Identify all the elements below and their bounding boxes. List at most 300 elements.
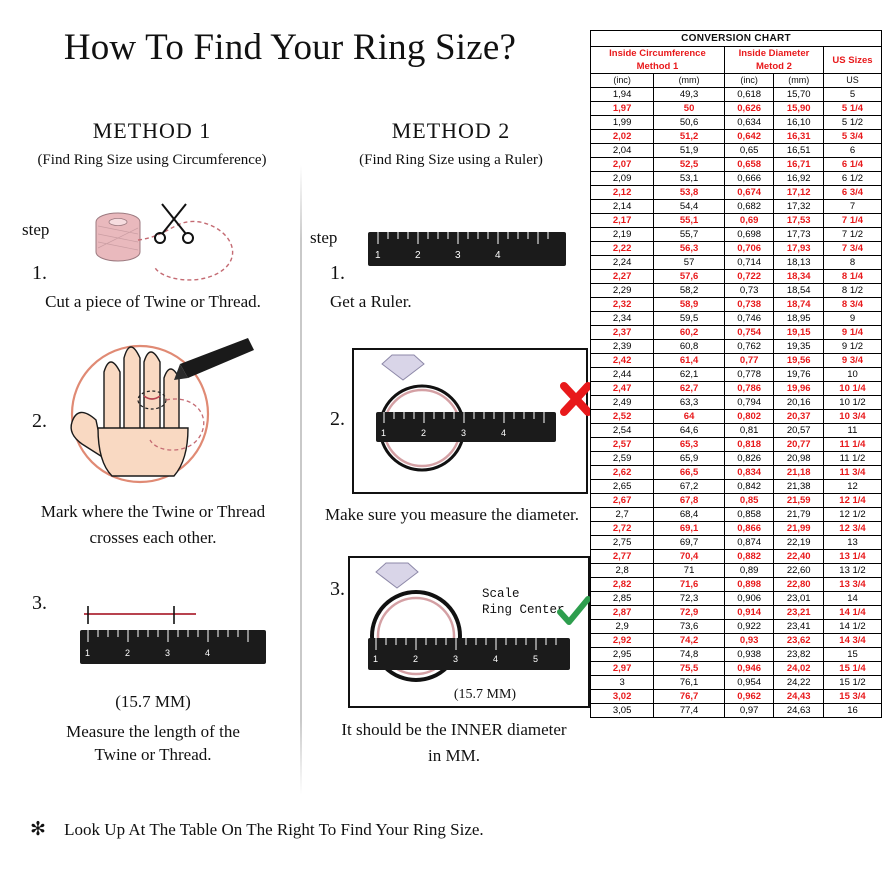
table-cell: 21,18 (774, 466, 824, 480)
svg-text:4: 4 (501, 428, 507, 438)
table-cell: 62,7 (654, 382, 725, 396)
table-cell: 0,794 (724, 396, 774, 410)
table-cell: 16,92 (774, 172, 824, 186)
method-1-column (6, 118, 298, 169)
table-cell: 6 (823, 144, 881, 158)
hand-with-thread-illustration (62, 336, 292, 486)
footnote (30, 818, 590, 841)
table-cell: 0,834 (724, 466, 774, 480)
table-cell: 2,29 (591, 284, 654, 298)
ruler-illustration (368, 228, 568, 272)
table-row (591, 270, 882, 284)
svg-text:3: 3 (165, 648, 171, 658)
table-cell: 50,6 (654, 116, 725, 130)
table-cell: 18,54 (774, 284, 824, 298)
method-2-step-3-number: 3. (330, 578, 345, 600)
table-cell: 24,22 (774, 676, 824, 690)
table-cell: 2,8 (591, 564, 654, 578)
table-cell: 12 1/4 (823, 494, 881, 508)
table-cell: 6 3/4 (823, 186, 881, 200)
table-cell: 0,778 (724, 368, 774, 382)
table-cell: 50 (654, 102, 725, 116)
table-row (591, 606, 882, 620)
group-header-circumference (591, 47, 725, 74)
table-cell: 2,37 (591, 326, 654, 340)
group-0-line1: Inside Circumference (609, 48, 706, 59)
method-2-column (312, 118, 590, 169)
method-1-step-1-caption: Cut a piece of Twine or Thread. (45, 292, 261, 311)
table-cell: 21,79 (774, 508, 824, 522)
table-cell: 2,27 (591, 270, 654, 284)
table-cell: 0,626 (724, 102, 774, 116)
table-cell: 23,82 (774, 648, 824, 662)
table-cell: 2,07 (591, 158, 654, 172)
table-cell: 64 (654, 410, 725, 424)
asterisk-icon: ✻ (30, 819, 46, 840)
conversion-table (590, 30, 882, 718)
table-cell: 0,858 (724, 508, 774, 522)
svg-text:1: 1 (373, 654, 379, 664)
table-row (591, 172, 882, 186)
table-cell: 14 1/2 (823, 620, 881, 634)
table-cell: 0,706 (724, 242, 774, 256)
table-cell: 0,77 (724, 354, 774, 368)
table-cell: 20,37 (774, 410, 824, 424)
table-cell: 15 1/2 (823, 676, 881, 690)
table-cell: 0,738 (724, 298, 774, 312)
table-cell: 23,21 (774, 606, 824, 620)
table-row (591, 522, 882, 536)
table-cell: 2,57 (591, 438, 654, 452)
scale-ring-center-label (482, 586, 565, 618)
table-cell: 2,85 (591, 592, 654, 606)
table-cell: 2,7 (591, 508, 654, 522)
table-cell: 2,09 (591, 172, 654, 186)
table-cell: 16,71 (774, 158, 824, 172)
footnote-text: Look Up At The Table On The Right To Find Your Ring Size. (64, 820, 484, 839)
table-cell: 24,02 (774, 662, 824, 676)
table-cell: 0,842 (724, 480, 774, 494)
table-cell: 14 1/4 (823, 606, 881, 620)
table-cell: 17,12 (774, 186, 824, 200)
table-row (591, 494, 882, 508)
table-cell: 19,35 (774, 340, 824, 354)
table-row (591, 410, 882, 424)
table-cell: 60,2 (654, 326, 725, 340)
table-row (591, 466, 882, 480)
svg-text:3: 3 (453, 654, 459, 664)
table-cell: 51,2 (654, 130, 725, 144)
table-row (591, 88, 882, 102)
table-cell: 11 1/2 (823, 452, 881, 466)
table-cell: 13 1/2 (823, 564, 881, 578)
table-cell: 22,19 (774, 536, 824, 550)
method-2-step-3-caption-line1: It should be the INNER diameter (341, 720, 567, 739)
table-cell: 54,4 (654, 200, 725, 214)
method-1-step-1-number: 1. (32, 262, 47, 284)
table-cell: 2,24 (591, 256, 654, 270)
table-cell: 15 (823, 648, 881, 662)
table-cell: 0,746 (724, 312, 774, 326)
table-cell: 0,634 (724, 116, 774, 130)
table-cell: 0,802 (724, 410, 774, 424)
method-2-step-label: step (310, 228, 338, 247)
table-cell: 56,3 (654, 242, 725, 256)
table-row (591, 508, 882, 522)
table-cell: 5 1/2 (823, 116, 881, 130)
svg-text:3: 3 (461, 428, 467, 438)
table-cell: 8 3/4 (823, 298, 881, 312)
table-cell: 2,72 (591, 522, 654, 536)
table-cell: 0,874 (724, 536, 774, 550)
table-cell: 3,05 (591, 704, 654, 718)
table-cell: 15,70 (774, 88, 824, 102)
group-header-diameter (724, 47, 823, 74)
table-cell: 70,4 (654, 550, 725, 564)
table-cell: 23,01 (774, 592, 824, 606)
table-cell: 0,674 (724, 186, 774, 200)
table-cell: 5 1/4 (823, 102, 881, 116)
table-cell: 73,6 (654, 620, 725, 634)
table-cell: 2,52 (591, 410, 654, 424)
table-cell: 22,60 (774, 564, 824, 578)
table-cell: 72,9 (654, 606, 725, 620)
table-cell: 76,7 (654, 690, 725, 704)
table-cell: 55,7 (654, 228, 725, 242)
table-cell: 2,04 (591, 144, 654, 158)
table-cell: 17,73 (774, 228, 824, 242)
method-1-step-3-number: 3. (32, 592, 47, 614)
table-cell: 0,642 (724, 130, 774, 144)
table-cell: 74,8 (654, 648, 725, 662)
table-cell: 2,19 (591, 228, 654, 242)
table-row (591, 438, 882, 452)
table-cell: 17,93 (774, 242, 824, 256)
table-cell: 67,2 (654, 480, 725, 494)
table-cell: 12 1/2 (823, 508, 881, 522)
unit-1: (mm) (654, 74, 725, 88)
table-cell: 19,96 (774, 382, 824, 396)
table-cell: 2,75 (591, 536, 654, 550)
svg-text:2: 2 (421, 428, 427, 438)
table-cell: 21,38 (774, 480, 824, 494)
method-2-step-1-caption: Get a Ruler. (330, 292, 412, 311)
table-row (591, 550, 882, 564)
table-cell: 0,682 (724, 200, 774, 214)
table-cell: 22,40 (774, 550, 824, 564)
table-cell: 76,1 (654, 676, 725, 690)
table-cell: 11 3/4 (823, 466, 881, 480)
svg-text:1: 1 (85, 648, 91, 658)
table-cell: 0,914 (724, 606, 774, 620)
table-title: CONVERSION CHART (591, 31, 882, 47)
svg-text:3: 3 (455, 250, 461, 261)
method-1-step-3-caption-line2: Twine or Thread. (94, 745, 212, 764)
table-cell: 2,77 (591, 550, 654, 564)
table-title-row (591, 31, 882, 47)
method-1-step-2-caption-line1: Mark where the Twine or Thread (40, 502, 266, 521)
table-cell: 20,77 (774, 438, 824, 452)
method-1-subheading: (Find Ring Size using Circumference) (37, 152, 267, 168)
table-row (591, 648, 882, 662)
method-2-step-1-number: 1. (330, 262, 345, 284)
table-cell: 61,4 (654, 354, 725, 368)
table-cell: 1,97 (591, 102, 654, 116)
table-cell: 68,4 (654, 508, 725, 522)
method-1-step-2-caption-line2: crosses each other. (89, 528, 217, 547)
table-row (591, 564, 882, 578)
table-cell: 20,98 (774, 452, 824, 466)
table-cell: 65,9 (654, 452, 725, 466)
table-cell: 7 1/4 (823, 214, 881, 228)
table-cell: 62,1 (654, 368, 725, 382)
green-check-icon (556, 596, 592, 630)
table-cell: 2,22 (591, 242, 654, 256)
table-cell: 58,2 (654, 284, 725, 298)
table-cell: 52,5 (654, 158, 725, 172)
table-cell: 5 (823, 88, 881, 102)
table-cell: 63,3 (654, 396, 725, 410)
table-cell: 14 (823, 592, 881, 606)
table-cell: 57 (654, 256, 725, 270)
unit-0: (inc) (591, 74, 654, 88)
table-cell: 18,74 (774, 298, 824, 312)
method-2-step-2-caption: Make sure you measure the diameter. (325, 505, 579, 524)
table-row (591, 382, 882, 396)
table-row (591, 396, 882, 410)
table-cell: 19,15 (774, 326, 824, 340)
table-cell: 7 3/4 (823, 242, 881, 256)
table-cell: 49,3 (654, 88, 725, 102)
table-row (591, 312, 882, 326)
table-row (591, 130, 882, 144)
table-cell: 77,4 (654, 704, 725, 718)
table-cell: 51,9 (654, 144, 725, 158)
table-cell: 2,92 (591, 634, 654, 648)
table-cell: 72,3 (654, 592, 725, 606)
table-cell: 9 1/2 (823, 340, 881, 354)
table-cell: 3 (591, 676, 654, 690)
group-header-us-sizes: US Sizes (823, 47, 881, 74)
svg-text:5: 5 (533, 654, 539, 664)
table-cell: 5 3/4 (823, 130, 881, 144)
table-cell: 1,94 (591, 88, 654, 102)
table-cell: 18,34 (774, 270, 824, 284)
table-cell: 13 3/4 (823, 578, 881, 592)
table-cell: 10 3/4 (823, 410, 881, 424)
table-row (591, 242, 882, 256)
table-cell: 2,39 (591, 340, 654, 354)
table-row (591, 158, 882, 172)
table-cell: 6 1/4 (823, 158, 881, 172)
group-0-line2: Method 1 (636, 61, 679, 72)
table-row (591, 592, 882, 606)
table-cell: 0,906 (724, 592, 774, 606)
table-cell: 1,99 (591, 116, 654, 130)
table-cell: 0,618 (724, 88, 774, 102)
table-row (591, 200, 882, 214)
table-cell: 2,14 (591, 200, 654, 214)
table-cell: 20,16 (774, 396, 824, 410)
table-cell: 9 3/4 (823, 354, 881, 368)
table-cell: 64,6 (654, 424, 725, 438)
svg-text:1: 1 (381, 428, 387, 438)
table-row (591, 368, 882, 382)
table-cell: 21,99 (774, 522, 824, 536)
table-cell: 22,80 (774, 578, 824, 592)
table-cell: 17,32 (774, 200, 824, 214)
table-cell: 0,818 (724, 438, 774, 452)
table-cell: 67,8 (654, 494, 725, 508)
unit-3: (mm) (774, 74, 824, 88)
table-cell: 14 3/4 (823, 634, 881, 648)
table-row (591, 186, 882, 200)
table-row (591, 102, 882, 116)
table-row (591, 340, 882, 354)
table-cell: 24,63 (774, 704, 824, 718)
table-cell: 18,13 (774, 256, 824, 270)
method-1-step-3-caption-line1: Measure the length of the (66, 722, 240, 741)
table-cell: 69,1 (654, 522, 725, 536)
table-cell: 58,9 (654, 298, 725, 312)
table-cell: 6 1/2 (823, 172, 881, 186)
method-1-heading: METHOD 1 (92, 118, 212, 143)
svg-text:2: 2 (125, 648, 131, 658)
table-cell: 20,57 (774, 424, 824, 438)
table-cell: 57,6 (654, 270, 725, 284)
table-cell: 2,34 (591, 312, 654, 326)
table-cell: 2,59 (591, 452, 654, 466)
table-row (591, 662, 882, 676)
table-cell: 66,5 (654, 466, 725, 480)
table-cell: 16,51 (774, 144, 824, 158)
method-1-step-label: step (22, 220, 50, 239)
table-cell: 2,44 (591, 368, 654, 382)
method-2-step-2-number: 2. (330, 408, 345, 430)
table-cell: 2,82 (591, 578, 654, 592)
table-cell: 0,866 (724, 522, 774, 536)
method-2-step-3-measurement: (15.7 MM) (453, 687, 517, 702)
method-1-step-3-measurement: (15.7 MM) (115, 692, 191, 711)
conversion-chart (590, 30, 882, 718)
table-cell: 23,41 (774, 620, 824, 634)
table-body (591, 88, 882, 718)
table-cell: 13 (823, 536, 881, 550)
table-cell: 0,826 (724, 452, 774, 466)
svg-text:2: 2 (415, 250, 421, 261)
table-cell: 9 (823, 312, 881, 326)
table-cell: 15 3/4 (823, 690, 881, 704)
table-cell: 21,59 (774, 494, 824, 508)
table-cell: 0,754 (724, 326, 774, 340)
table-row (591, 634, 882, 648)
svg-text:4: 4 (205, 648, 211, 658)
table-row (591, 620, 882, 634)
table-cell: 69,7 (654, 536, 725, 550)
table-row (591, 214, 882, 228)
table-cell: 19,76 (774, 368, 824, 382)
table-cell: 11 (823, 424, 881, 438)
table-cell: 0,882 (724, 550, 774, 564)
table-row (591, 256, 882, 270)
table-cell: 0,898 (724, 578, 774, 592)
scale-label-line-1: Scale (482, 587, 520, 601)
table-cell: 8 1/4 (823, 270, 881, 284)
table-cell: 53,1 (654, 172, 725, 186)
svg-text:1: 1 (375, 250, 381, 261)
table-cell: 9 1/4 (823, 326, 881, 340)
table-cell: 23,62 (774, 634, 824, 648)
table-row (591, 354, 882, 368)
unit-2: (inc) (724, 74, 774, 88)
table-cell: 15 1/4 (823, 662, 881, 676)
table-cell: 2,49 (591, 396, 654, 410)
table-cell: 12 3/4 (823, 522, 881, 536)
group-1-line1: Inside Diameter (738, 48, 810, 59)
table-cell: 13 1/4 (823, 550, 881, 564)
table-units-row (591, 74, 882, 88)
table-cell: 10 (823, 368, 881, 382)
method-1-step-2-number: 2. (32, 410, 47, 432)
table-cell: 55,1 (654, 214, 725, 228)
table-row (591, 480, 882, 494)
table-cell: 10 1/2 (823, 396, 881, 410)
table-cell: 12 (823, 480, 881, 494)
table-cell: 0,85 (724, 494, 774, 508)
table-cell: 0,922 (724, 620, 774, 634)
page-title: How To Find Your Ring Size? (63, 27, 517, 68)
table-cell: 16 (823, 704, 881, 718)
table-cell: 2,67 (591, 494, 654, 508)
table-row (591, 228, 882, 242)
table-cell: 7 1/2 (823, 228, 881, 242)
table-cell: 0,962 (724, 690, 774, 704)
table-cell: 0,666 (724, 172, 774, 186)
table-cell: 2,12 (591, 186, 654, 200)
vertical-divider (300, 165, 302, 795)
table-row (591, 144, 882, 158)
table-cell: 71,6 (654, 578, 725, 592)
table-cell: 0,69 (724, 214, 774, 228)
table-row (591, 676, 882, 690)
table-cell: 0,97 (724, 704, 774, 718)
table-cell: 8 1/2 (823, 284, 881, 298)
table-cell: 0,954 (724, 676, 774, 690)
table-cell: 60,8 (654, 340, 725, 354)
svg-text:4: 4 (493, 654, 499, 664)
table-cell: 0,938 (724, 648, 774, 662)
svg-text:4: 4 (495, 250, 501, 261)
table-cell: 2,02 (591, 130, 654, 144)
method-2-subheading: (Find Ring Size using a Ruler) (359, 152, 543, 168)
table-row (591, 326, 882, 340)
table-cell: 53,8 (654, 186, 725, 200)
table-cell: 0,698 (724, 228, 774, 242)
table-cell: 0,762 (724, 340, 774, 354)
table-row (591, 298, 882, 312)
table-header (591, 31, 882, 88)
table-cell: 0,722 (724, 270, 774, 284)
table-cell: 65,3 (654, 438, 725, 452)
svg-text:2: 2 (413, 654, 419, 664)
table-cell: 0,714 (724, 256, 774, 270)
table-cell: 2,17 (591, 214, 654, 228)
method-2-heading: METHOD 2 (391, 118, 511, 143)
table-cell: 2,9 (591, 620, 654, 634)
table-cell: 0,786 (724, 382, 774, 396)
table-cell: 24,43 (774, 690, 824, 704)
table-cell: 19,56 (774, 354, 824, 368)
